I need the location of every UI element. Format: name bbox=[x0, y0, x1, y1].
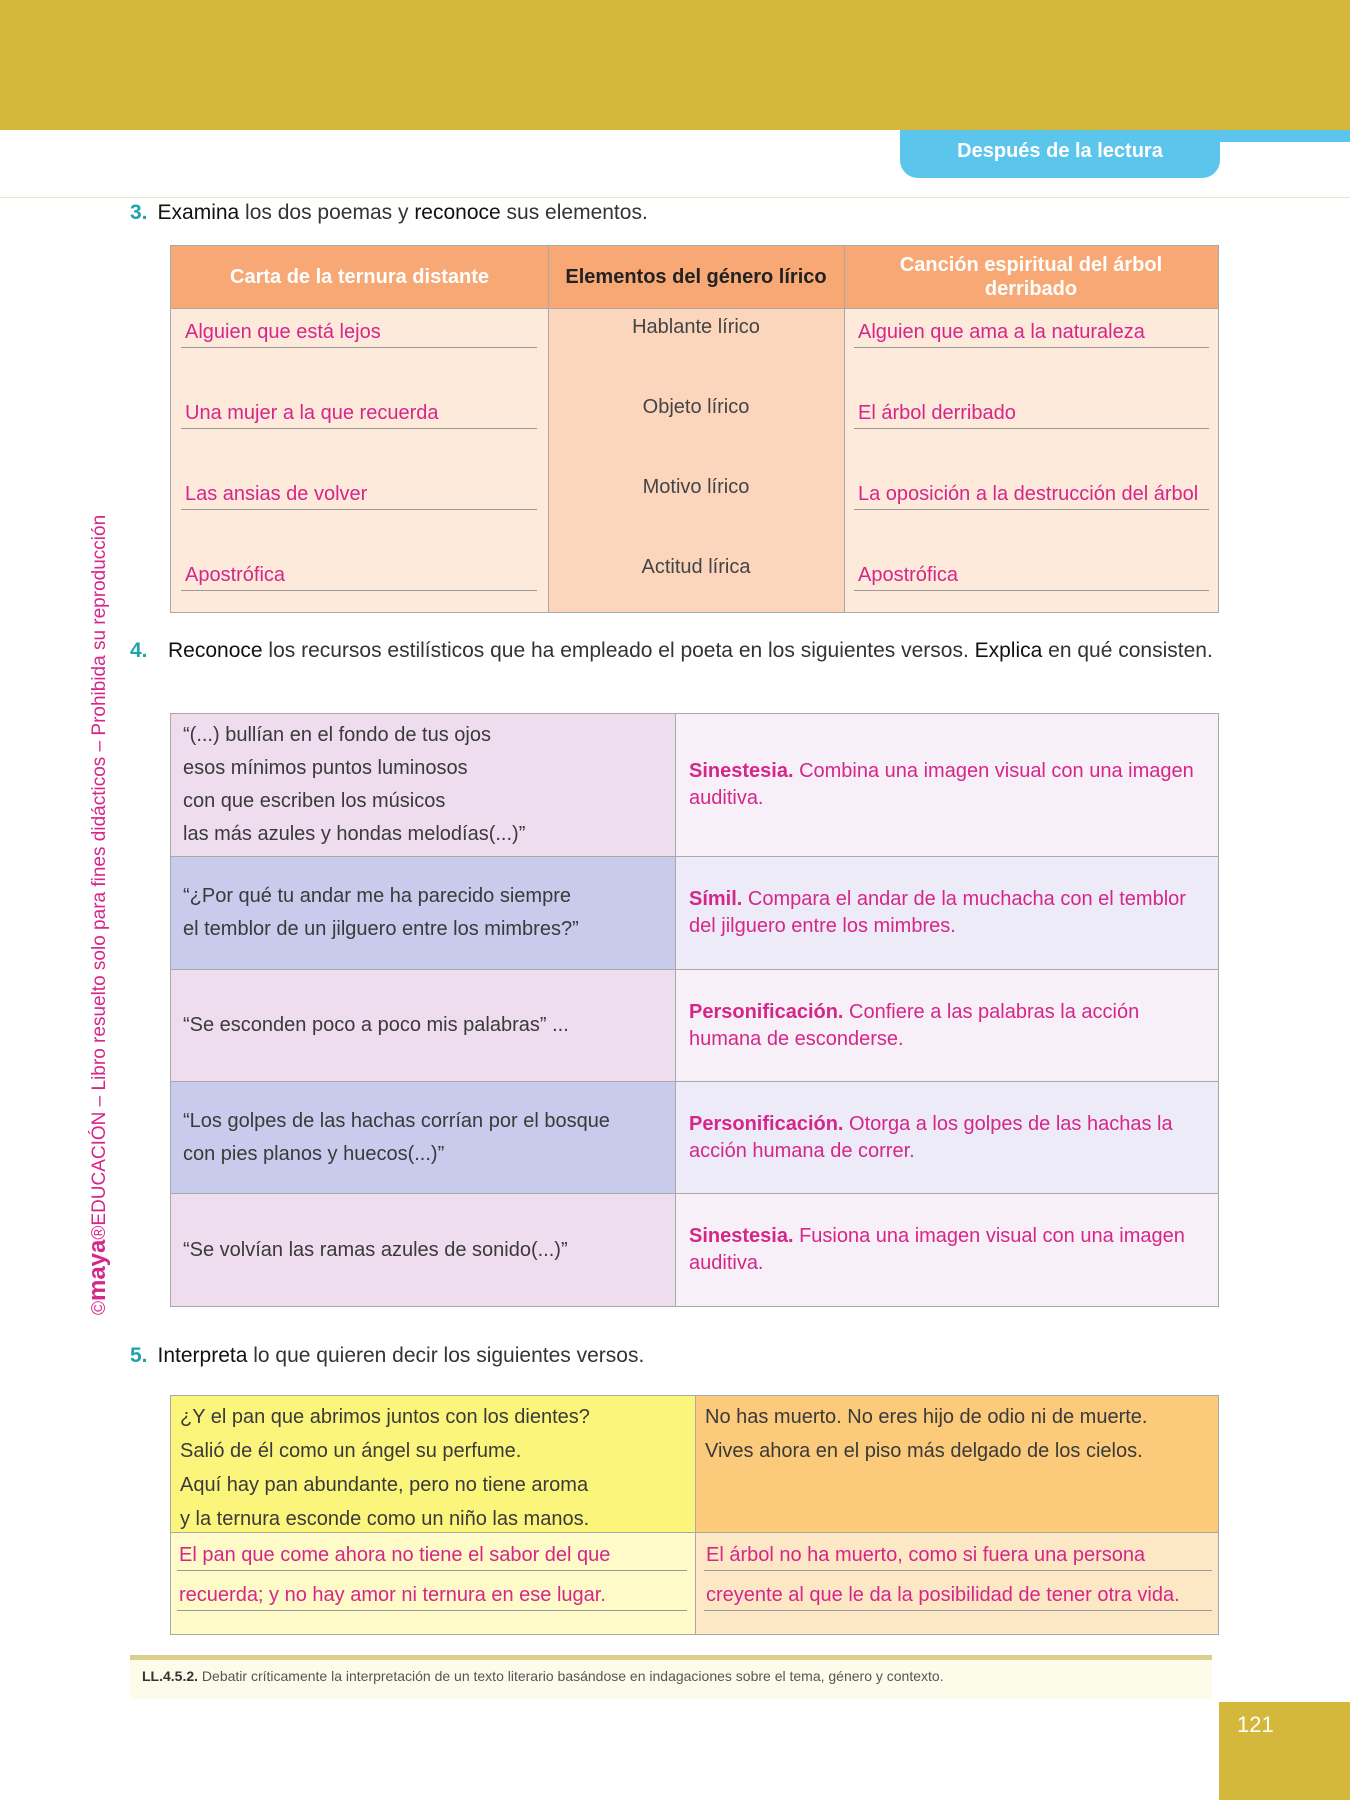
device-term: Sinestesia. bbox=[689, 760, 794, 782]
device-term: Personificación. bbox=[689, 1112, 844, 1135]
table-row bbox=[171, 714, 1218, 857]
q5-keyword-1: Interpreta bbox=[157, 1344, 248, 1367]
verse-cell bbox=[171, 970, 676, 1081]
q3-keyword-1: Examina bbox=[157, 201, 240, 224]
attitude-answer-left: Apostrófica bbox=[181, 559, 537, 591]
device-cell bbox=[676, 970, 1218, 1081]
verse-line: esos mínimos puntos luminosos bbox=[183, 757, 468, 779]
verse-line: Salió de él como un ángel su perfume. bbox=[180, 1440, 522, 1462]
device-cell bbox=[676, 1194, 1218, 1306]
device-description: Compara el andar de la muchacha con el temblor del jilguero entre los mimbres. bbox=[689, 888, 1186, 937]
header-band bbox=[0, 0, 1350, 130]
stylistic-devices-table bbox=[170, 713, 1219, 1307]
verse-line: “¿Por qué tu andar me ha parecido siempre bbox=[183, 885, 571, 907]
skill-text: Debatir críticamente la interpretación de un texto literario basándose en indagaciones sobre el tema, género y contexto. bbox=[198, 1668, 944, 1684]
device-cell bbox=[676, 714, 1218, 856]
answer-cell-left bbox=[171, 1532, 695, 1634]
speaker-answer-left: Alguien que está lejos bbox=[181, 316, 537, 348]
verse-line: ¿Y el pan que abrimos juntos con los dientes? bbox=[180, 1406, 590, 1428]
table-row bbox=[171, 857, 1218, 970]
answer-line: El árbol no ha muerto, como si fuera una persona bbox=[704, 1539, 1212, 1571]
verse-line: No has muerto. No eres hijo de odio ni de muerte. bbox=[705, 1406, 1148, 1428]
section-tab-extension bbox=[1210, 130, 1350, 142]
object-answer-left: Una mujer a la que recuerda bbox=[181, 397, 537, 429]
answer-cell-right bbox=[695, 1532, 1218, 1634]
answer-line: creyente al que le da la posibilidad de tener otra vida. bbox=[704, 1579, 1212, 1611]
verse-line: las más azules y hondas melodías(...)” bbox=[183, 823, 526, 845]
side-copyright bbox=[84, 465, 112, 1315]
verse-cell bbox=[171, 1194, 676, 1306]
verse-cell-right bbox=[695, 1396, 1218, 1532]
q3-keyword-2: reconoce bbox=[414, 201, 501, 224]
verse-cell bbox=[171, 1082, 676, 1193]
interpretation-table bbox=[170, 1395, 1219, 1635]
speaker-answer-right: Alguien que ama a la naturaleza bbox=[854, 316, 1209, 348]
lyric-header-mid: Elementos del género lírico bbox=[548, 246, 844, 309]
device-cell bbox=[676, 1082, 1218, 1193]
skill-footer bbox=[130, 1655, 1212, 1699]
verse-line: Aquí hay pan abundante, pero no tiene aroma bbox=[180, 1474, 589, 1496]
table-row bbox=[171, 970, 1218, 1082]
q5-prompt bbox=[130, 1344, 644, 1368]
motive-answer-left: Las ansias de volver bbox=[181, 478, 537, 510]
registered-mark: ® bbox=[89, 1225, 110, 1240]
answer-line: El pan que come ahora no tiene el sabor del que bbox=[177, 1539, 687, 1571]
lyric-header-right: Canción espiritual del árbol derribado bbox=[844, 246, 1218, 309]
q4-text-1: los recursos estilísticos que ha empleado el poeta en los siguientes versos. bbox=[262, 639, 975, 662]
q4-keyword-2: Explica bbox=[974, 639, 1043, 662]
side-copyright-text: EDUCACIÓN – Libro resuelto solo para fines didácticos – Prohibida su reproducción bbox=[89, 514, 110, 1226]
device-cell bbox=[676, 857, 1218, 969]
q4-keyword-1: Reconoce bbox=[168, 639, 263, 662]
q3-prompt bbox=[130, 201, 648, 225]
verse-line: el temblor de un jilguero entre los mimbres?” bbox=[183, 918, 579, 940]
motive-answer-right: La oposición a la destrucción del árbol bbox=[854, 478, 1209, 510]
verse-line: “Se volvían las ramas azules de sonido(...)” bbox=[183, 1238, 568, 1261]
q5-text-1: lo que quieren decir los siguientes versos. bbox=[247, 1344, 645, 1367]
label-hablante-lirico: Hablante lírico bbox=[632, 316, 760, 338]
verse-line: Vives ahora en el piso más delgado de los cielos. bbox=[705, 1440, 1143, 1462]
verse-cell-left bbox=[171, 1396, 695, 1532]
verse-line: “Se esconden poco a poco mis palabras” ... bbox=[183, 1014, 569, 1036]
device-term: Sinestesia. bbox=[689, 1225, 794, 1247]
copyright-symbol: © bbox=[89, 1301, 110, 1315]
answer-line: recuerda; y no hay amor ni ternura en ese lugar. bbox=[177, 1579, 687, 1611]
label-motivo-lirico: Motivo lírico bbox=[642, 476, 750, 498]
lyric-elements-table bbox=[170, 245, 1219, 613]
skill-code: LL.4.5.2. bbox=[142, 1668, 199, 1684]
device-description: Otorga a los golpes de las hachas la acción humana de correr. bbox=[689, 1112, 1173, 1162]
attitude-answer-right: Apostrófica bbox=[854, 559, 1209, 591]
label-actitud-lirica: Actitud lírica bbox=[641, 556, 751, 578]
q5-number: 5. bbox=[130, 1344, 148, 1367]
lyric-divider-2 bbox=[844, 246, 845, 612]
verse-line: con pies planos y huecos(...)” bbox=[183, 1142, 445, 1165]
table-row bbox=[171, 1194, 1218, 1306]
object-answer-right: El árbol derribado bbox=[854, 397, 1209, 429]
q4-number: 4. bbox=[130, 639, 148, 662]
table-row bbox=[171, 1082, 1218, 1194]
verse-cell bbox=[171, 714, 676, 856]
verse-line: y la ternura esconde como un niño las manos. bbox=[180, 1508, 590, 1530]
device-term: Símil. bbox=[689, 888, 743, 910]
header-rule bbox=[0, 197, 1350, 198]
verse-cell bbox=[171, 857, 676, 969]
verse-line: “(...) bullían en el fondo de tus ojos bbox=[183, 724, 491, 746]
q4-text-2: en qué consisten. bbox=[1042, 639, 1213, 662]
page-number: 121 bbox=[1219, 1702, 1350, 1800]
device-description: Confiere a las palabras la acción humana de esconderse. bbox=[689, 1000, 1140, 1050]
label-objeto-lirico: Objeto lírico bbox=[642, 396, 750, 418]
q4-prompt bbox=[130, 636, 1220, 666]
q3-number: 3. bbox=[130, 201, 148, 224]
device-description: Combina una imagen visual con una imagen auditiva. bbox=[689, 760, 1194, 809]
device-description: Fusiona una imagen visual con una imagen auditiva. bbox=[689, 1225, 1185, 1274]
verse-line: con que escriben los músicos bbox=[183, 790, 446, 812]
q3-text-1: los dos poemas y bbox=[239, 201, 415, 224]
lyric-header-left: Carta de la ternura distante bbox=[171, 246, 548, 309]
device-term: Personificación. bbox=[689, 1000, 844, 1023]
brand-logo: maya bbox=[84, 1239, 111, 1301]
section-tab: Después de la lectura bbox=[900, 130, 1220, 178]
q3-text-2: sus elementos. bbox=[500, 201, 648, 224]
verse-line: “Los golpes de las hachas corrían por el bosque bbox=[183, 1109, 610, 1132]
